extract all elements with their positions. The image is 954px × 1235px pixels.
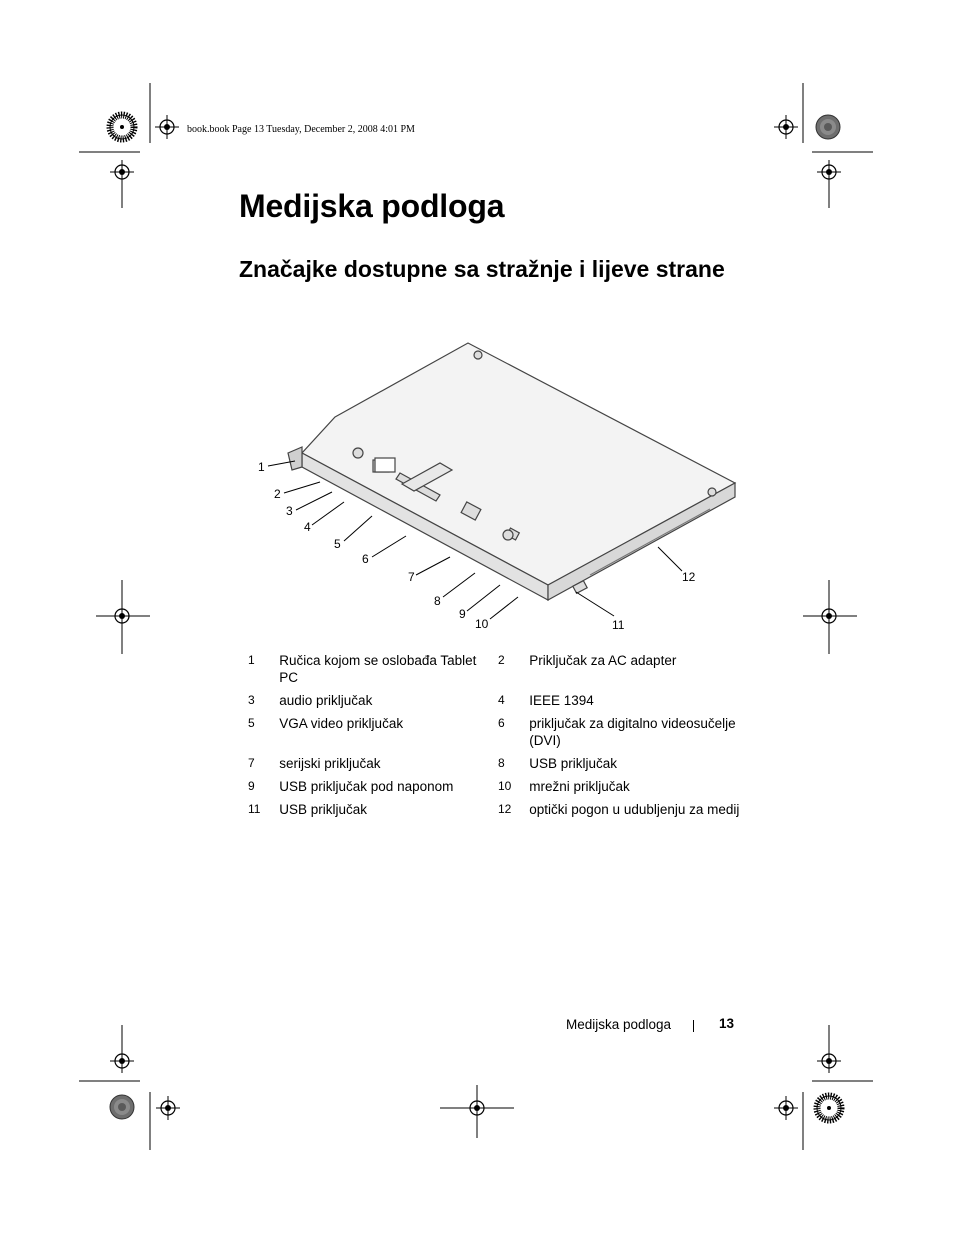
device-top-surface: [302, 343, 735, 585]
page-number: 13: [719, 1016, 735, 1031]
callout-legend-table: [244, 652, 744, 824]
legend-number: 2: [497, 653, 505, 667]
registration-grain-icon: [816, 115, 840, 139]
callout-8: 8: [434, 594, 441, 608]
legend-text: Ručica kojom se oslobađa Tablet PC: [279, 653, 477, 685]
callout-3: 3: [286, 504, 293, 518]
callout-6: 6: [362, 552, 369, 566]
legend-number: 9: [248, 779, 255, 793]
legend-number: 6: [497, 716, 505, 730]
legend-number: 7: [248, 756, 255, 770]
chapter-title: Medijska podloga: [239, 188, 505, 224]
legend-row: [244, 692, 744, 715]
footer-section-label: Medijska podloga: [566, 1017, 672, 1032]
legend-text: serijski priključak: [279, 756, 381, 771]
legend-number: 1: [248, 653, 255, 667]
legend-text: USB priključak: [529, 756, 618, 771]
registration-target-icon: [774, 1096, 798, 1120]
legend-text: priključak za digitalno videosučelje (DVI): [529, 716, 736, 748]
legend-row: [244, 715, 744, 755]
registration-target-icon: [774, 115, 798, 139]
legend-row: [244, 755, 744, 778]
legend-text: VGA video priključak: [279, 716, 404, 731]
legend-text: optički pogon u udubljenju za medij: [529, 802, 740, 817]
legend-text: USB priključak pod naponom: [279, 779, 454, 794]
footer-divider: [693, 1020, 694, 1032]
registration-star-icon: [817, 1096, 841, 1120]
callout-11: 11: [612, 618, 625, 632]
release-handle: [288, 447, 302, 470]
legend-number: 8: [497, 756, 505, 770]
registration-target-icon: [155, 115, 179, 139]
legend-number: 3: [248, 693, 255, 707]
registration-star-icon: [110, 115, 134, 139]
legend-text: USB priključak: [279, 802, 368, 817]
media-base-illustration: [240, 335, 740, 635]
legend-number: 5: [248, 716, 255, 730]
legend-text: IEEE 1394: [529, 693, 594, 708]
registration-target-icon: [156, 1096, 180, 1120]
legend-number: 12: [497, 802, 512, 816]
callout-4: 4: [304, 520, 311, 534]
callout-1: 1: [258, 460, 265, 474]
legend-number: 10: [497, 779, 512, 793]
legend-row: [244, 801, 744, 824]
callout-12: 12: [682, 570, 696, 584]
callout-2: 2: [274, 487, 281, 501]
legend-text: mrežni priključak: [529, 779, 630, 794]
legend-number: 4: [497, 693, 505, 707]
callout-5: 5: [334, 537, 341, 551]
callout-10: 10: [475, 617, 489, 631]
registration-grain-icon: [110, 1095, 134, 1119]
legend-text: audio priključak: [279, 693, 373, 708]
legend-number: 11: [248, 802, 261, 816]
callout-9: 9: [459, 607, 466, 621]
legend-row: [244, 652, 744, 692]
section-title: Značajke dostupne sa stražnje i lijeve strane: [239, 256, 725, 282]
legend-row: [244, 778, 744, 801]
print-header-stamp: book.book Page 13 Tuesday, December 2, 2008 4:01 PM: [187, 124, 415, 135]
legend-text: Priključak za AC adapter: [529, 653, 677, 668]
callout-7: 7: [408, 570, 415, 584]
